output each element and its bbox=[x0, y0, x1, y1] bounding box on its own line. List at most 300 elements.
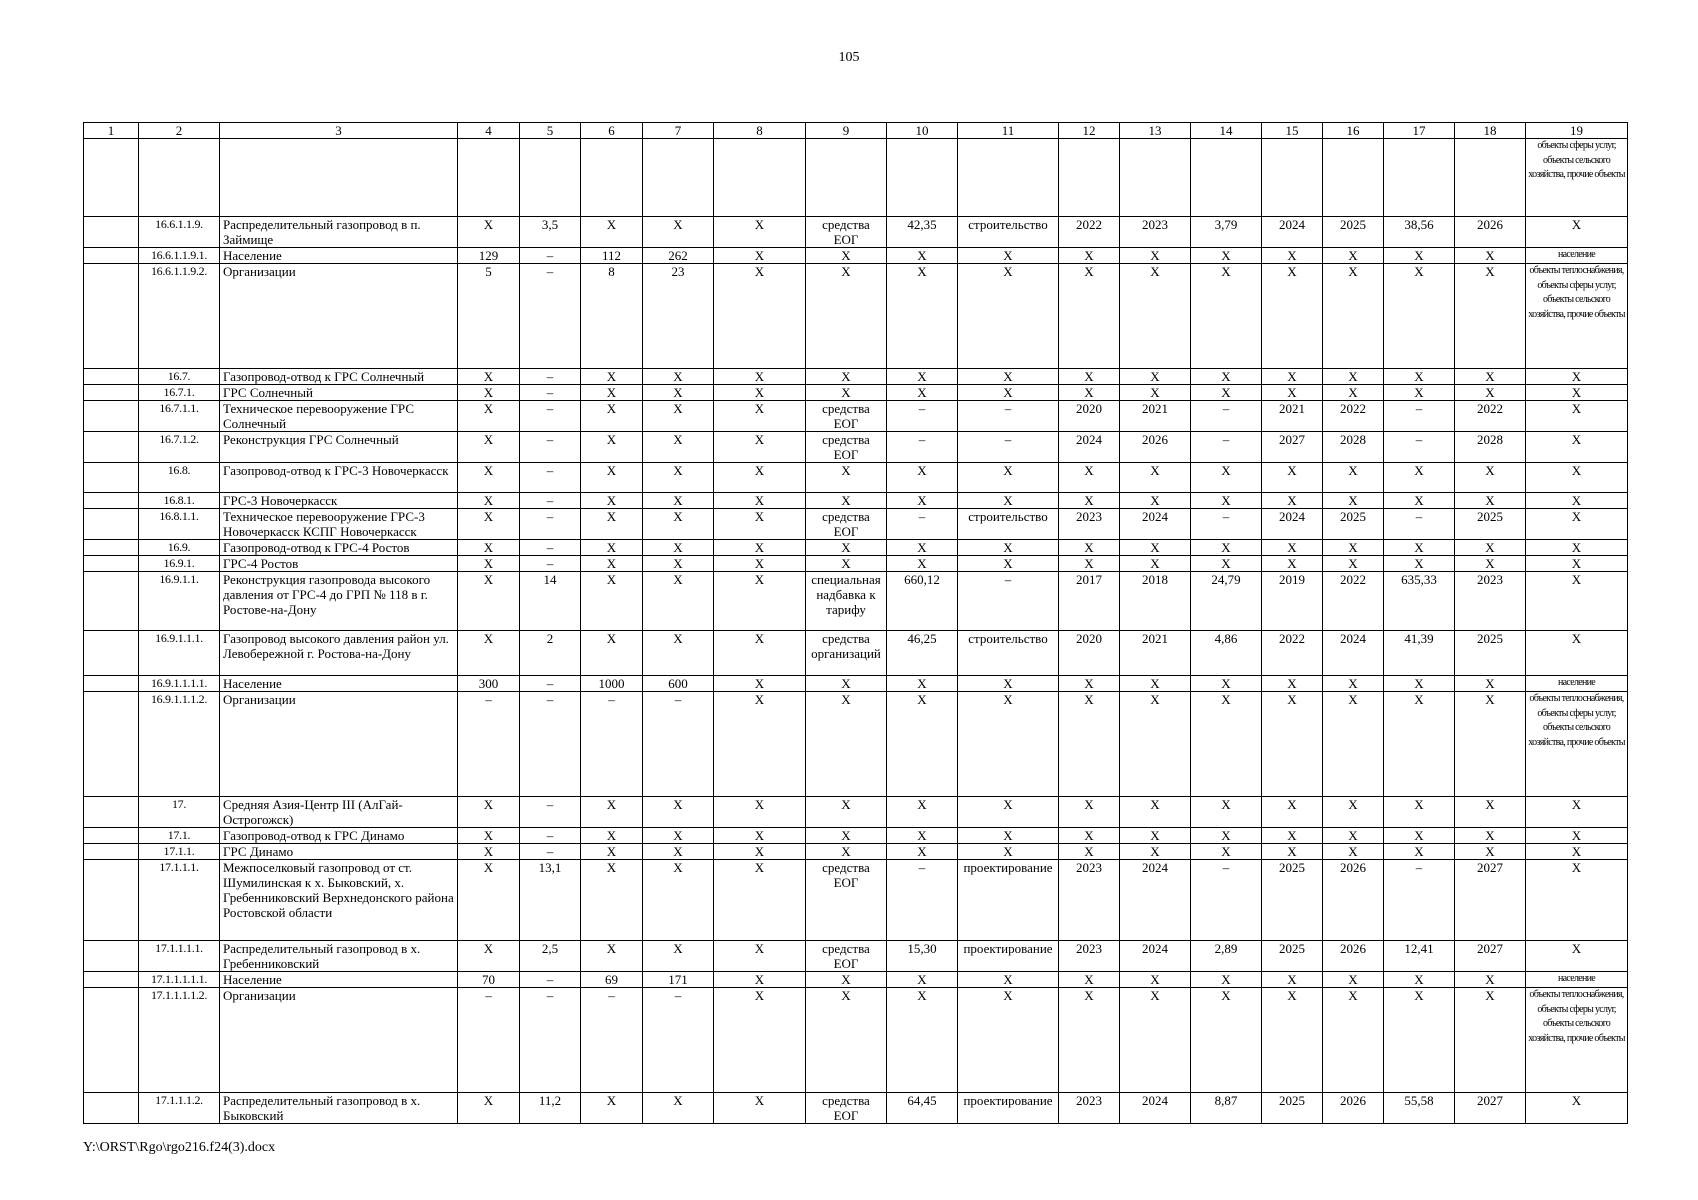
table-body bbox=[84, 139, 1628, 1124]
cell-col-5: – bbox=[520, 797, 581, 828]
cell-col-13: 2023 bbox=[1120, 217, 1191, 248]
cell-col-16: Х bbox=[1323, 248, 1384, 264]
cell-row-marker bbox=[84, 972, 139, 988]
cell-col-15: 2025 bbox=[1262, 860, 1323, 941]
cell-col-18: Х bbox=[1455, 988, 1526, 1093]
cell-col-7: Х bbox=[643, 369, 714, 385]
cell-col-16: Х bbox=[1323, 972, 1384, 988]
cell-col-17 bbox=[1384, 139, 1455, 217]
cell-col-17: Х bbox=[1384, 844, 1455, 860]
cell-col-4: Х bbox=[458, 844, 520, 860]
cell-work-stage: Х bbox=[958, 385, 1059, 401]
cell-col-17: Х bbox=[1384, 828, 1455, 844]
cell-row-name: Газопровод высокого давления район ул. Левобережной г. Ростова-на-Дону bbox=[220, 631, 458, 676]
cell-row-marker bbox=[84, 248, 139, 264]
cell-col-5: – bbox=[520, 540, 581, 556]
cell-row-code: 17.1.1.1.2. bbox=[139, 1093, 220, 1124]
cell-row-marker bbox=[84, 139, 139, 217]
cell-col-17: Х bbox=[1384, 493, 1455, 509]
cell-row-code: 16.9.1. bbox=[139, 556, 220, 572]
cell-row-marker bbox=[84, 264, 139, 369]
cell-col-16: Х bbox=[1323, 556, 1384, 572]
cell-cost: 64,45 bbox=[887, 1093, 958, 1124]
cell-col-18: Х bbox=[1455, 556, 1526, 572]
cell-col-7: Х bbox=[643, 432, 714, 463]
cell-work-stage: Х bbox=[958, 463, 1059, 493]
cell-col-16: 2025 bbox=[1323, 217, 1384, 248]
cell-col-17: Х bbox=[1384, 676, 1455, 692]
cell-row-code: 16.8.1. bbox=[139, 493, 220, 509]
cell-col-12: Х bbox=[1059, 264, 1120, 369]
cell-row-name: Газопровод-отвод к ГРС-4 Ростов bbox=[220, 540, 458, 556]
cell-col-5: 3,5 bbox=[520, 217, 581, 248]
cell-col-8: Х bbox=[714, 860, 806, 941]
cell-col-12: 2020 bbox=[1059, 631, 1120, 676]
cell-col-14: – bbox=[1191, 509, 1262, 540]
cell-cost: Х bbox=[887, 844, 958, 860]
header-col-7: 7 bbox=[643, 123, 714, 139]
cell-row-marker bbox=[84, 797, 139, 828]
cell-col-7: Х bbox=[643, 463, 714, 493]
cell-col-16: Х bbox=[1323, 493, 1384, 509]
cell-work-stage: строительство bbox=[958, 217, 1059, 248]
cell-consumer-category: Х bbox=[1526, 217, 1628, 248]
header-col-18: 18 bbox=[1455, 123, 1526, 139]
table-row bbox=[84, 797, 1628, 828]
cell-col-7: – bbox=[643, 692, 714, 797]
cell-funding-source: специальная надбавка к тарифу bbox=[806, 572, 887, 631]
cell-col-8: Х bbox=[714, 248, 806, 264]
cell-col-12: Х bbox=[1059, 556, 1120, 572]
cell-col-4: Х bbox=[458, 631, 520, 676]
cell-col-7: Х bbox=[643, 797, 714, 828]
table-row bbox=[84, 1093, 1628, 1124]
cell-col-5: 2,5 bbox=[520, 941, 581, 972]
cell-col-17: – bbox=[1384, 401, 1455, 432]
cell-work-stage bbox=[958, 139, 1059, 217]
cell-col-18: Х bbox=[1455, 828, 1526, 844]
cell-col-16: 2022 bbox=[1323, 401, 1384, 432]
table-row bbox=[84, 493, 1628, 509]
cell-col-13: Х bbox=[1120, 556, 1191, 572]
cell-col-4: – bbox=[458, 692, 520, 797]
cell-col-14: Х bbox=[1191, 556, 1262, 572]
cell-col-7: Х bbox=[643, 1093, 714, 1124]
cell-col-16: Х bbox=[1323, 692, 1384, 797]
cell-consumer-category: Х bbox=[1526, 572, 1628, 631]
cell-col-17: 38,56 bbox=[1384, 217, 1455, 248]
cell-col-5: – bbox=[520, 264, 581, 369]
cell-cost bbox=[887, 139, 958, 217]
cell-col-4 bbox=[458, 139, 520, 217]
cell-funding-source: Х bbox=[806, 264, 887, 369]
cell-col-13: 2018 bbox=[1120, 572, 1191, 631]
cell-col-7: Х bbox=[643, 631, 714, 676]
cell-col-6: – bbox=[581, 692, 643, 797]
cell-col-17: – bbox=[1384, 509, 1455, 540]
cell-col-13: 2021 bbox=[1120, 401, 1191, 432]
cell-col-16: Х bbox=[1323, 988, 1384, 1093]
cell-work-stage: Х bbox=[958, 988, 1059, 1093]
cell-row-name: Распределительный газопровод в п. Займище bbox=[220, 217, 458, 248]
cell-cost: Х bbox=[887, 828, 958, 844]
cell-col-6: Х bbox=[581, 844, 643, 860]
cell-col-12: Х bbox=[1059, 844, 1120, 860]
page-number: 105 bbox=[838, 50, 860, 65]
cell-work-stage: Х bbox=[958, 248, 1059, 264]
cell-col-5: – bbox=[520, 369, 581, 385]
cell-consumer-category: объекты сферы услуг, объекты сельского хозяйства, прочие объекты bbox=[1526, 139, 1628, 217]
cell-row-marker bbox=[84, 692, 139, 797]
cell-col-6: Х bbox=[581, 1093, 643, 1124]
header-col-11: 11 bbox=[958, 123, 1059, 139]
cell-col-4: 300 bbox=[458, 676, 520, 692]
cell-col-18: Х bbox=[1455, 676, 1526, 692]
cell-col-5: – bbox=[520, 828, 581, 844]
cell-col-14: – bbox=[1191, 860, 1262, 941]
cell-funding-source: Х bbox=[806, 972, 887, 988]
cell-col-17: Х bbox=[1384, 556, 1455, 572]
cell-work-stage: строительство bbox=[958, 509, 1059, 540]
cell-col-14: Х bbox=[1191, 385, 1262, 401]
cell-row-marker bbox=[84, 988, 139, 1093]
cell-consumer-category: Х bbox=[1526, 385, 1628, 401]
cell-row-marker bbox=[84, 369, 139, 385]
header-col-15: 15 bbox=[1262, 123, 1323, 139]
cell-col-16: Х bbox=[1323, 844, 1384, 860]
cell-row-marker bbox=[84, 1093, 139, 1124]
cell-row-marker bbox=[84, 509, 139, 540]
cell-col-13: 2024 bbox=[1120, 1093, 1191, 1124]
cell-col-13: Х bbox=[1120, 540, 1191, 556]
cell-col-14 bbox=[1191, 139, 1262, 217]
cell-row-code: 16.7. bbox=[139, 369, 220, 385]
cell-col-4: Х bbox=[458, 828, 520, 844]
cell-col-12: 2023 bbox=[1059, 509, 1120, 540]
cell-col-15: 2027 bbox=[1262, 432, 1323, 463]
cell-col-12: 2023 bbox=[1059, 941, 1120, 972]
footer-file-path: Y:\ORST\Rgo\rgo216.f24(3).docx bbox=[83, 1140, 276, 1155]
cell-col-18: 2026 bbox=[1455, 217, 1526, 248]
cell-col-6: Х bbox=[581, 493, 643, 509]
cell-col-18: Х bbox=[1455, 797, 1526, 828]
table-row bbox=[84, 401, 1628, 432]
cell-col-15: Х bbox=[1262, 463, 1323, 493]
cell-col-14: Х bbox=[1191, 463, 1262, 493]
cell-col-7: Х bbox=[643, 217, 714, 248]
cell-funding-source: Х bbox=[806, 248, 887, 264]
cell-row-name: ГРС Солнечный bbox=[220, 385, 458, 401]
cell-col-4: Х bbox=[458, 509, 520, 540]
cell-col-15: Х bbox=[1262, 972, 1323, 988]
cell-col-4: Х bbox=[458, 1093, 520, 1124]
cell-col-4: 5 bbox=[458, 264, 520, 369]
cell-col-6: Х bbox=[581, 860, 643, 941]
cell-col-8: Х bbox=[714, 401, 806, 432]
cell-funding-source: Х bbox=[806, 676, 887, 692]
cell-row-marker bbox=[84, 556, 139, 572]
cell-col-15: Х bbox=[1262, 540, 1323, 556]
cell-col-5: – bbox=[520, 556, 581, 572]
header-col-16: 16 bbox=[1323, 123, 1384, 139]
cell-consumer-category: Х bbox=[1526, 828, 1628, 844]
cell-col-6: Х bbox=[581, 463, 643, 493]
cell-cost: Х bbox=[887, 988, 958, 1093]
table-row bbox=[84, 385, 1628, 401]
cell-cost: – bbox=[887, 401, 958, 432]
header-col-3: 3 bbox=[220, 123, 458, 139]
cell-consumer-category: Х bbox=[1526, 797, 1628, 828]
cell-cost: Х bbox=[887, 369, 958, 385]
cell-col-12: 2024 bbox=[1059, 432, 1120, 463]
cell-col-5: – bbox=[520, 463, 581, 493]
cell-row-marker bbox=[84, 401, 139, 432]
cell-consumer-category: Х bbox=[1526, 556, 1628, 572]
cell-col-17: Х bbox=[1384, 972, 1455, 988]
cell-work-stage: проектирование bbox=[958, 1093, 1059, 1124]
cell-col-13: Х bbox=[1120, 692, 1191, 797]
cell-col-15: Х bbox=[1262, 248, 1323, 264]
cell-col-8: Х bbox=[714, 1093, 806, 1124]
cell-col-4: Х bbox=[458, 401, 520, 432]
cell-col-15: Х bbox=[1262, 828, 1323, 844]
cell-col-14: Х bbox=[1191, 828, 1262, 844]
table-row bbox=[84, 139, 1628, 217]
cell-col-16: 2026 bbox=[1323, 941, 1384, 972]
table-row bbox=[84, 572, 1628, 631]
cell-row-marker bbox=[84, 828, 139, 844]
cell-cost: 42,35 bbox=[887, 217, 958, 248]
cell-col-4: Х bbox=[458, 941, 520, 972]
cell-consumer-category: население bbox=[1526, 676, 1628, 692]
cell-cost: Х bbox=[887, 248, 958, 264]
cell-col-7: Х bbox=[643, 572, 714, 631]
cell-col-16: Х bbox=[1323, 264, 1384, 369]
cell-row-marker bbox=[84, 941, 139, 972]
cell-col-18: Х bbox=[1455, 385, 1526, 401]
cell-row-code bbox=[139, 139, 220, 217]
cell-col-14: 2,89 bbox=[1191, 941, 1262, 972]
cell-col-15: 2024 bbox=[1262, 509, 1323, 540]
table-row bbox=[84, 432, 1628, 463]
cell-col-16: Х bbox=[1323, 797, 1384, 828]
header-col-12: 12 bbox=[1059, 123, 1120, 139]
cell-col-18: 2023 bbox=[1455, 572, 1526, 631]
cell-row-marker bbox=[84, 631, 139, 676]
cell-col-15: Х bbox=[1262, 556, 1323, 572]
cell-col-13: Х bbox=[1120, 988, 1191, 1093]
cell-col-15: 2019 bbox=[1262, 572, 1323, 631]
cell-funding-source: Х bbox=[806, 493, 887, 509]
cell-consumer-category: Х bbox=[1526, 369, 1628, 385]
cell-row-code: 16.8. bbox=[139, 463, 220, 493]
cell-col-12: Х bbox=[1059, 988, 1120, 1093]
cell-col-5: – bbox=[520, 385, 581, 401]
cell-col-8: Х bbox=[714, 692, 806, 797]
table-row bbox=[84, 540, 1628, 556]
cell-row-name: ГРС Динамо bbox=[220, 844, 458, 860]
cell-col-16: Х bbox=[1323, 385, 1384, 401]
cell-col-8: Х bbox=[714, 264, 806, 369]
cell-consumer-category: Х bbox=[1526, 401, 1628, 432]
cell-row-name: Реконструкция газопровода высокого давления от ГРС-4 до ГРП № 118 в г. Ростове-на-Дону bbox=[220, 572, 458, 631]
header-col-19: 19 bbox=[1526, 123, 1628, 139]
cell-col-17: 635,33 bbox=[1384, 572, 1455, 631]
cell-col-13: 2024 bbox=[1120, 860, 1191, 941]
table-row bbox=[84, 988, 1628, 1093]
table-row bbox=[84, 217, 1628, 248]
cell-consumer-category: Х bbox=[1526, 509, 1628, 540]
cell-row-name: Газопровод-отвод к ГРС Солнечный bbox=[220, 369, 458, 385]
cell-row-marker bbox=[84, 844, 139, 860]
cell-col-17: Х bbox=[1384, 540, 1455, 556]
cell-col-18: 2022 bbox=[1455, 401, 1526, 432]
cell-row-code: 16.6.1.1.9.1. bbox=[139, 248, 220, 264]
cell-col-17: – bbox=[1384, 860, 1455, 941]
cell-cost: Х bbox=[887, 556, 958, 572]
cell-col-13: Х bbox=[1120, 844, 1191, 860]
cell-funding-source: Х bbox=[806, 988, 887, 1093]
cell-row-code: 16.6.1.1.9. bbox=[139, 217, 220, 248]
cell-col-17: Х bbox=[1384, 385, 1455, 401]
cell-consumer-category: население bbox=[1526, 972, 1628, 988]
cell-consumer-category: Х bbox=[1526, 463, 1628, 493]
cell-col-4: Х bbox=[458, 385, 520, 401]
cell-col-14: Х bbox=[1191, 248, 1262, 264]
cell-cost: 46,25 bbox=[887, 631, 958, 676]
cell-col-13: Х bbox=[1120, 828, 1191, 844]
cell-col-15: Х bbox=[1262, 493, 1323, 509]
cell-row-code: 16.8.1.1. bbox=[139, 509, 220, 540]
cell-col-15: 2025 bbox=[1262, 1093, 1323, 1124]
cell-col-18: 2028 bbox=[1455, 432, 1526, 463]
cell-row-name: Население bbox=[220, 676, 458, 692]
gas-program-table-wrap bbox=[83, 122, 1628, 1124]
cell-col-4: Х bbox=[458, 556, 520, 572]
cell-work-stage: Х bbox=[958, 493, 1059, 509]
cell-col-6: Х bbox=[581, 828, 643, 844]
cell-col-17: Х bbox=[1384, 463, 1455, 493]
cell-funding-source: средства ЕОГ bbox=[806, 941, 887, 972]
cell-col-12: Х bbox=[1059, 248, 1120, 264]
table-row bbox=[84, 860, 1628, 941]
cell-col-14: 24,79 bbox=[1191, 572, 1262, 631]
cell-col-7: 171 bbox=[643, 972, 714, 988]
cell-col-6: Х bbox=[581, 540, 643, 556]
cell-row-code: 16.9.1.1. bbox=[139, 572, 220, 631]
cell-work-stage: Х bbox=[958, 264, 1059, 369]
cell-row-name: ГРС-4 Ростов bbox=[220, 556, 458, 572]
cell-row-code: 16.9.1.1.1. bbox=[139, 631, 220, 676]
cell-col-6: – bbox=[581, 988, 643, 1093]
cell-consumer-category: Х bbox=[1526, 844, 1628, 860]
cell-col-16: Х bbox=[1323, 676, 1384, 692]
cell-col-15: Х bbox=[1262, 692, 1323, 797]
cell-col-14: Х bbox=[1191, 972, 1262, 988]
cell-work-stage: – bbox=[958, 572, 1059, 631]
cell-row-name: Газопровод-отвод к ГРС Динамо bbox=[220, 828, 458, 844]
cell-row-name: Газопровод-отвод к ГРС-3 Новочеркасск bbox=[220, 463, 458, 493]
cell-funding-source: средства ЕОГ bbox=[806, 509, 887, 540]
cell-row-name bbox=[220, 139, 458, 217]
cell-row-name: Межпоселковый газопровод от ст. Шумилинская к х. Быковский, х. Гребенниковский Верхнедонского района Ростовской области bbox=[220, 860, 458, 941]
cell-col-15: Х bbox=[1262, 264, 1323, 369]
cell-col-5: – bbox=[520, 844, 581, 860]
cell-row-code: 17.1.1.1.1.1. bbox=[139, 972, 220, 988]
cell-row-name: ГРС-3 Новочеркасск bbox=[220, 493, 458, 509]
cell-col-16: Х bbox=[1323, 369, 1384, 385]
cell-col-5: – bbox=[520, 432, 581, 463]
cell-row-code: 17.1.1. bbox=[139, 844, 220, 860]
cell-col-15: Х bbox=[1262, 797, 1323, 828]
cell-col-13: Х bbox=[1120, 369, 1191, 385]
cell-col-14: Х bbox=[1191, 264, 1262, 369]
cell-col-17: Х bbox=[1384, 988, 1455, 1093]
table-row bbox=[84, 248, 1628, 264]
cell-col-18: Х bbox=[1455, 463, 1526, 493]
cell-col-6: Х bbox=[581, 509, 643, 540]
header-col-6: 6 bbox=[581, 123, 643, 139]
cell-row-name: Техническое перевооружение ГРС-3 Новочеркасск КСПГ Новочеркасск bbox=[220, 509, 458, 540]
cell-row-marker bbox=[84, 860, 139, 941]
cell-col-18: 2025 bbox=[1455, 509, 1526, 540]
gas-program-table bbox=[83, 122, 1628, 1124]
cell-col-13: Х bbox=[1120, 493, 1191, 509]
cell-col-7: Х bbox=[643, 493, 714, 509]
cell-funding-source: Х bbox=[806, 385, 887, 401]
cell-col-8: Х bbox=[714, 572, 806, 631]
cell-cost: Х bbox=[887, 385, 958, 401]
cell-col-5 bbox=[520, 139, 581, 217]
cell-col-5: – bbox=[520, 401, 581, 432]
table-row bbox=[84, 972, 1628, 988]
cell-col-7: Х bbox=[643, 556, 714, 572]
cell-col-5: – bbox=[520, 692, 581, 797]
cell-cost: – bbox=[887, 860, 958, 941]
cell-row-name: Население bbox=[220, 972, 458, 988]
cell-col-18: 2027 bbox=[1455, 941, 1526, 972]
cell-row-name: Организации bbox=[220, 988, 458, 1093]
header-col-13: 13 bbox=[1120, 123, 1191, 139]
cell-col-14: Х bbox=[1191, 988, 1262, 1093]
cell-col-4: 129 bbox=[458, 248, 520, 264]
header-col-8: 8 bbox=[714, 123, 806, 139]
cell-col-12: Х bbox=[1059, 828, 1120, 844]
cell-col-8: Х bbox=[714, 828, 806, 844]
cell-col-8: Х bbox=[714, 941, 806, 972]
cell-funding-source: Х bbox=[806, 463, 887, 493]
cell-funding-source: Х bbox=[806, 556, 887, 572]
cell-col-5: 13,1 bbox=[520, 860, 581, 941]
cell-col-7 bbox=[643, 139, 714, 217]
cell-funding-source: Х bbox=[806, 797, 887, 828]
cell-row-name: Распределительный газопровод в х. Быковский bbox=[220, 1093, 458, 1124]
cell-row-name: Организации bbox=[220, 692, 458, 797]
cell-col-17: Х bbox=[1384, 797, 1455, 828]
cell-col-7: Х bbox=[643, 385, 714, 401]
cell-col-13: Х bbox=[1120, 264, 1191, 369]
cell-col-12: 2023 bbox=[1059, 860, 1120, 941]
cell-col-7: Х bbox=[643, 509, 714, 540]
cell-col-6: Х bbox=[581, 797, 643, 828]
cell-col-5: – bbox=[520, 493, 581, 509]
table-row bbox=[84, 556, 1628, 572]
header-col-4: 4 bbox=[458, 123, 520, 139]
cell-funding-source: средства ЕОГ bbox=[806, 1093, 887, 1124]
cell-row-code: 16.9. bbox=[139, 540, 220, 556]
cell-col-12: Х bbox=[1059, 463, 1120, 493]
cell-col-12: 2023 bbox=[1059, 1093, 1120, 1124]
